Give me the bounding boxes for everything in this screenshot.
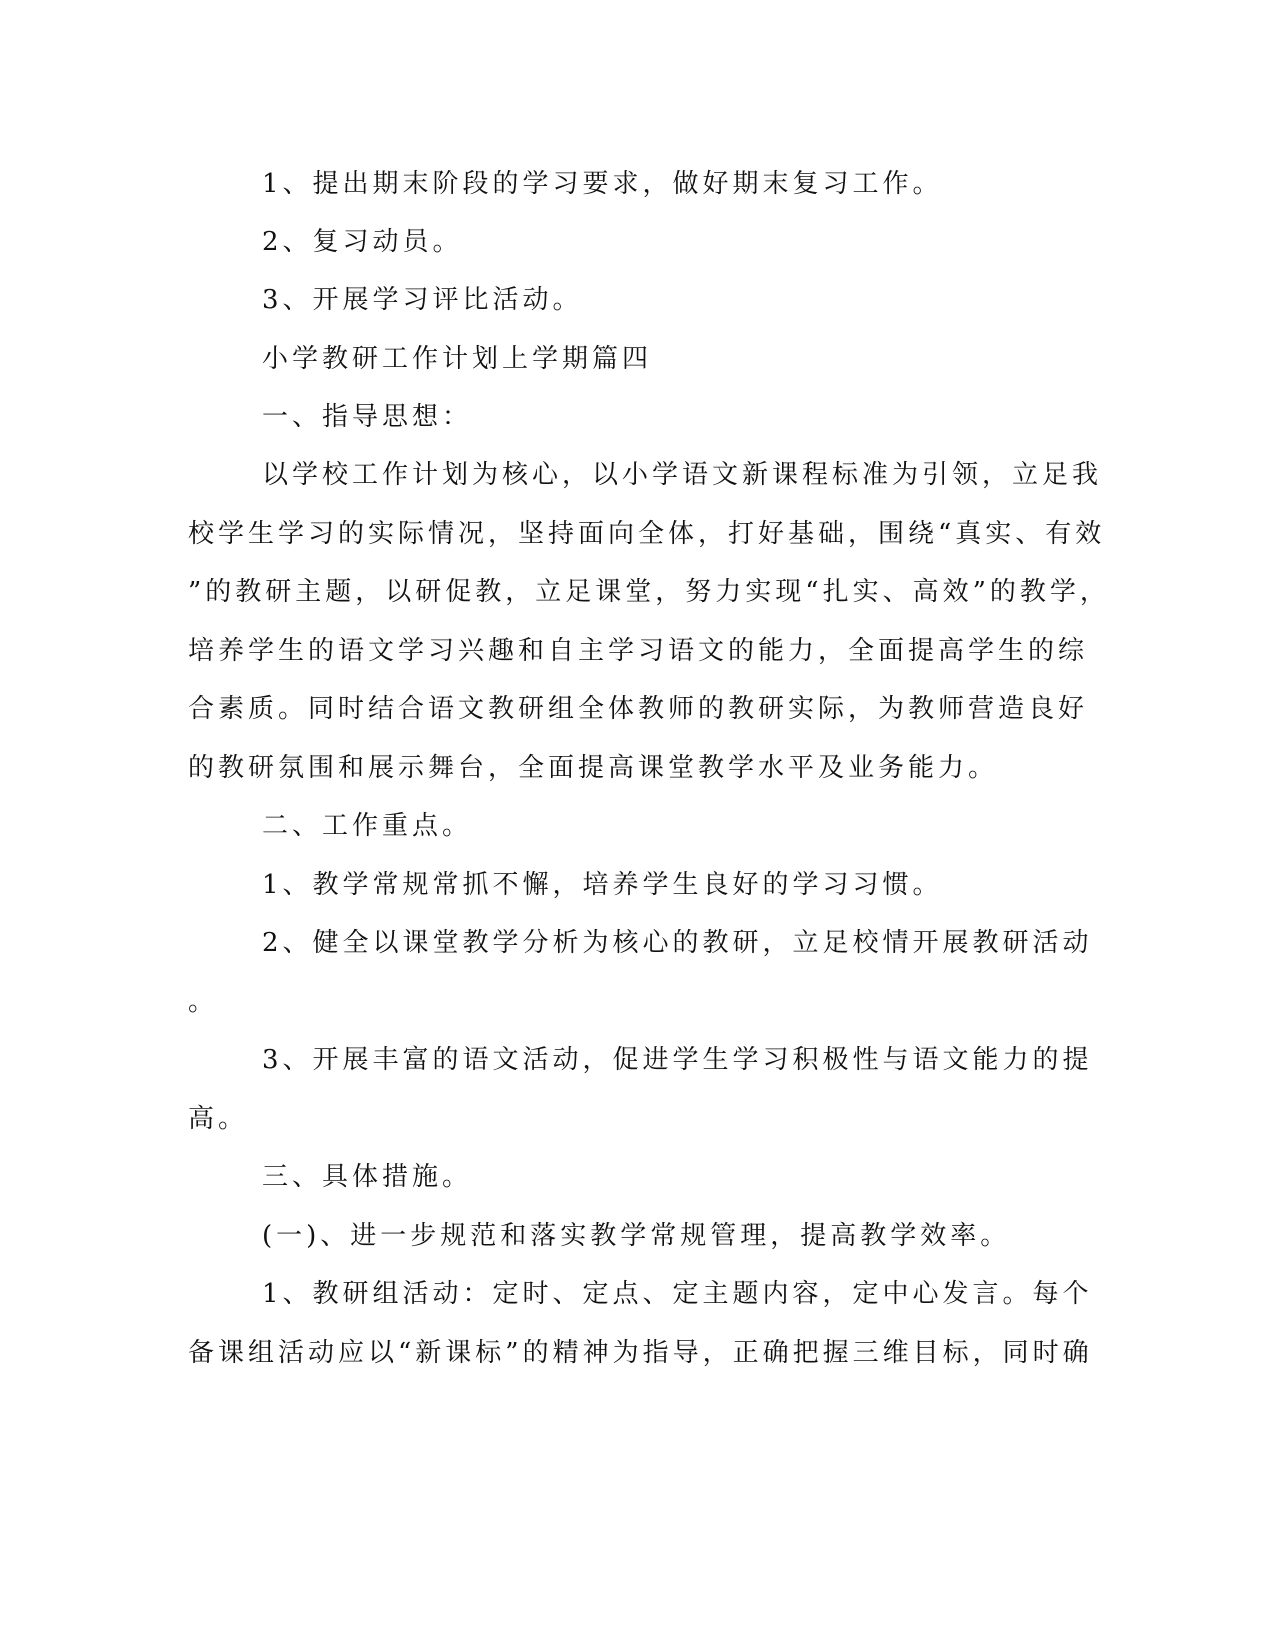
heading-work-focus: 二、工作重点。 — [262, 811, 473, 841]
text-line: ”的教研主题，以研促教，立足课堂，努力实现“扎实、高效”的教学， — [188, 577, 1110, 607]
text-line: 3、开展丰富的语文活动，促进学生学习积极性与语文能力的提 — [262, 1045, 1093, 1075]
text-line: 2、复习动员。 — [262, 227, 463, 257]
text-line: 校学生学习的实际情况，坚持面向全体，打好基础，围绕“真实、有效 — [188, 519, 1106, 549]
text-line: 1、教学常规常抓不懈，培养学生良好的学习习惯。 — [262, 870, 943, 900]
text-line: 1、提出期末阶段的学习要求，做好期末复习工作。 — [262, 169, 943, 199]
text-line: 高。 — [188, 1104, 249, 1134]
text-line: 备课组活动应以“新课标”的精神为指导，正确把握三维目标，同时确 — [188, 1338, 1093, 1368]
text-line: 。 — [188, 987, 219, 1017]
text-line: 1、教研组活动：定时、定点、定主题内容，定中心发言。每个 — [262, 1279, 1093, 1309]
text-line: 2、健全以课堂教学分析为核心的教研，立足校情开展教研活动 — [262, 928, 1093, 958]
text-line: 合素质。同时结合语文教研组全体教师的教研实际，为教师营造良好 — [188, 694, 1089, 724]
text-line: (一)、进一步规范和落实教学常规管理，提高教学效率。 — [262, 1221, 1011, 1251]
text-line: 的教研氛围和展示舞台，全面提高课堂教学水平及业务能力。 — [188, 753, 999, 783]
heading-guiding-ideology: 一、指导思想： — [262, 402, 473, 432]
section-title: 小学教研工作计划上学期篇四 — [262, 344, 653, 374]
text-line: 以学校工作计划为核心，以小学语文新课程标准为引领，立足我 — [262, 460, 1103, 490]
text-line: 培养学生的语文学习兴趣和自主学习语文的能力，全面提高学生的综 — [188, 636, 1089, 666]
text-line: 3、开展学习评比活动。 — [262, 285, 583, 315]
heading-measures: 三、具体措施。 — [262, 1162, 473, 1192]
